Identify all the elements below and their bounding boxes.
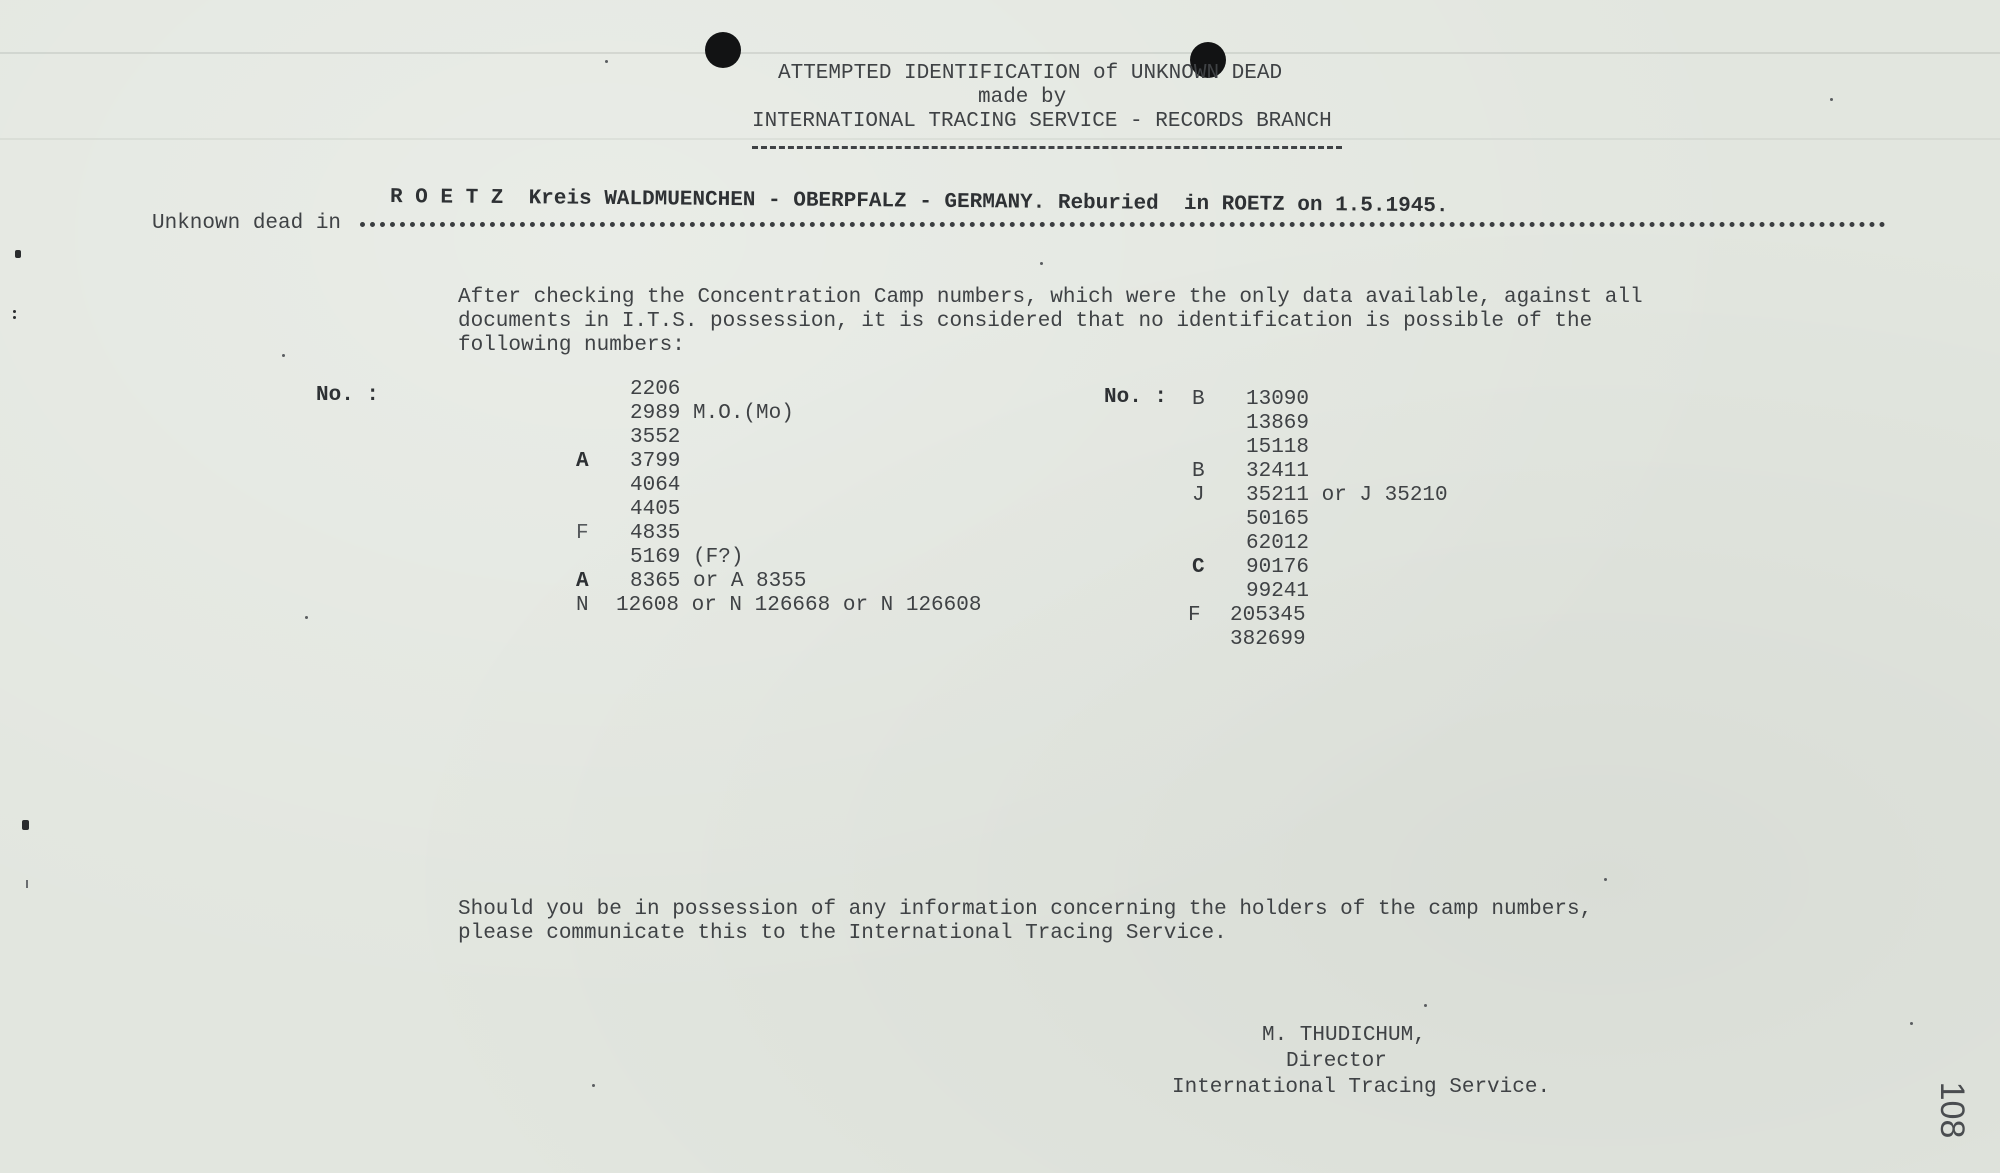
list-item-prefix: B: [1192, 388, 1205, 411]
margin-mark: [13, 316, 16, 319]
page-number: 108: [1933, 1081, 1971, 1139]
speck: [1830, 98, 1833, 101]
list-item: 4064: [630, 474, 681, 497]
dotted-leader: [360, 210, 1886, 234]
margin-mark: [22, 820, 29, 830]
list-item-prefix: N: [576, 594, 589, 617]
organization-heading: INTERNATIONAL TRACING SERVICE - RECORDS BRANCH: [752, 110, 1332, 133]
scan-line: [0, 52, 2000, 54]
list-item-prefix: B: [1192, 460, 1205, 483]
signatory-title: Director: [1286, 1050, 1387, 1073]
list-item-prefix: J: [1192, 484, 1205, 507]
list-item: 2206: [630, 378, 681, 401]
list-item: 8365 or A 8355: [630, 570, 807, 593]
speck: [605, 60, 608, 63]
list-item: 35211 or J 35210: [1246, 484, 1448, 507]
location-text: R O E T Z Kreis WALDMUENCHEN - OBERPFALZ - GERMANY. Reburied in ROETZ on 1.5.1945.: [389, 186, 1449, 219]
left-no-label: No. :: [316, 384, 380, 407]
signatory-organization: International Tracing Service.: [1172, 1076, 1551, 1099]
margin-mark: [15, 250, 21, 258]
list-item: 99241: [1246, 580, 1310, 603]
list-item: 3552: [630, 426, 681, 449]
list-item: 62012: [1246, 532, 1310, 555]
signatory-name: M. THUDICHUM,: [1262, 1024, 1426, 1047]
list-item: 5169 (F?): [630, 546, 744, 569]
list-item: 205345: [1230, 604, 1306, 627]
margin-mark: [13, 310, 16, 313]
speck: [282, 354, 285, 357]
list-item: 32411: [1246, 460, 1310, 483]
list-item: 15118: [1246, 436, 1310, 459]
speck: [1424, 1004, 1427, 1007]
list-item: 90176: [1246, 556, 1310, 579]
list-item: 382699: [1230, 628, 1306, 651]
speck: [1040, 262, 1043, 265]
list-item: 13869: [1246, 412, 1310, 435]
list-item: 4835: [630, 522, 681, 545]
list-item: 13090: [1246, 388, 1310, 411]
list-item-prefix: A: [576, 570, 589, 593]
intro-line: After checking the Concentration Camp numbers, which were the only data available, against all: [458, 286, 1643, 309]
list-item-prefix: C: [1192, 556, 1205, 579]
list-item: 50165: [1246, 508, 1310, 531]
list-item: 3799: [630, 450, 681, 473]
unknown-dead-label: Unknown dead in: [152, 212, 342, 235]
closing-line: Should you be in possession of any information concerning the holders of the camp numbers,: [458, 898, 1593, 921]
speck: [305, 616, 308, 619]
list-item: 2989 M.O.(Mo): [630, 402, 794, 425]
speck: [1910, 1022, 1913, 1025]
margin-mark: [26, 880, 28, 888]
intro-line: documents in I.T.S. possession, it is considered that no identification is possible of the: [458, 310, 1593, 333]
list-item-prefix: F: [576, 522, 589, 545]
intro-line: following numbers:: [458, 334, 685, 357]
list-item-prefix: F: [1188, 604, 1201, 627]
right-no-label: No. :: [1104, 386, 1168, 409]
document-title: ATTEMPTED IDENTIFICATION of UNKNOWN DEAD: [778, 62, 1283, 85]
list-item: 12608 or N 126668 or N 126608: [616, 594, 982, 617]
list-item-prefix: A: [576, 450, 589, 473]
header-underline: [752, 146, 1342, 149]
speck: [592, 1084, 595, 1087]
scan-line: [0, 138, 2000, 140]
punch-hole: [705, 32, 741, 68]
closing-line: please communicate this to the International Tracing Service.: [458, 922, 1227, 945]
list-item: 4405: [630, 498, 681, 521]
speck: [1604, 878, 1607, 881]
made-by-line: made by: [978, 86, 1067, 109]
